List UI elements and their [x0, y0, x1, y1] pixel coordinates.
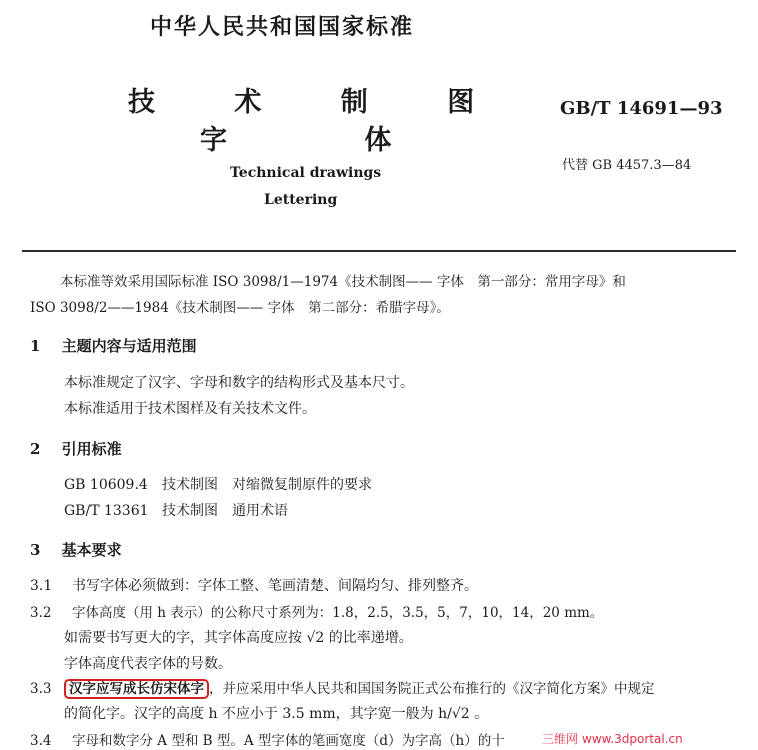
section2-title: 引用标准 — [61, 440, 122, 458]
reference-1-code: GB 10609.4 — [64, 477, 148, 493]
clause-3-2-number: 3.2 — [30, 605, 52, 621]
clause-3-4-number: 3.4 — [30, 733, 52, 749]
section1-para1: 本标准规定了汉字、字母和数字的结构形式及基本尺寸。 — [64, 375, 414, 391]
clause-3-3-text: ，并应采用中华人民共和国国务院正式公布推行的《汉字简化方案》中规定 — [209, 681, 655, 697]
reference-2 — [64, 500, 288, 520]
clause-3-1-text: 书写字体必须做到：字体工整、笔画清楚、间隔均匀、排列整齐。 — [72, 578, 478, 594]
section1-heading — [30, 335, 197, 356]
clause-3-1 — [30, 575, 478, 595]
section3-number: 3 — [30, 541, 41, 559]
highlight-box: 汉字应写成长仿宋体字 — [64, 679, 209, 699]
standard-code: GB/T 14691—93 — [560, 98, 723, 119]
section1-title: 主题内容与适用范围 — [61, 337, 197, 355]
section3-heading — [30, 539, 122, 560]
section2-heading — [30, 438, 122, 459]
clause-3-2-text: 字体高度（用 h 表示）的公称尺寸系列为：1.8，2.5，3.5，5，7，10，14，20 mm。 — [72, 605, 604, 621]
clause-3-3-line2: 的简化字。汉字的高度 h 不应小于 3.5 mm，其字宽一般为 h/√2 。 — [64, 706, 489, 722]
clause-3-4-text: 字母和数字分 A 型和 B 型。A 型字体的笔画宽度（d）为字高（h）的十 — [72, 733, 505, 749]
clause-3-3 — [30, 677, 655, 697]
clause-3-2-line2: 如需要书写更大的字，其字体高度应按 √2 的比率递增。 — [64, 630, 413, 646]
org-title: 中华人民共和国国家标准 — [150, 15, 415, 40]
reference-1 — [64, 474, 372, 494]
header-divider — [22, 250, 736, 252]
clause-3-2 — [30, 601, 603, 621]
clause-3-1-number: 3.1 — [30, 578, 53, 594]
clause-3-2-line3: 字体高度代表字体的号数。 — [64, 656, 232, 672]
reference-2-code: GB/T 13361 — [64, 503, 149, 519]
clause-3-3-number: 3.3 — [30, 681, 52, 697]
section1-number: 1 — [30, 337, 41, 355]
section2-number: 2 — [30, 440, 41, 458]
intro-line2: ISO 3098/2——1984《技术制图—— 字体 第二部分：希腊字母》。 — [30, 300, 450, 316]
section1-para2: 本标准适用于技术图样及有关技术文件。 — [64, 401, 316, 417]
watermark-url: www.3dportal.cn — [582, 732, 683, 746]
replaces-note: 代替 GB 4457.3—84 — [562, 158, 692, 173]
watermark — [540, 730, 685, 747]
section3-title: 基本要求 — [61, 541, 122, 559]
clause-3-4 — [30, 729, 505, 749]
reference-2-title: 技术制图 通用术语 — [162, 503, 288, 519]
intro-line1: 本标准等效采用国际标准 ISO 3098/1—1974《技术制图—— 字体 第一部分：常用字母》和 — [60, 274, 626, 290]
english-title-line2: Lettering — [264, 192, 338, 208]
english-title-line1: Technical drawings — [230, 165, 382, 181]
watermark-cn: 三维网 — [542, 732, 579, 746]
reference-1-title: 技术制图 对缩微复制原件的要求 — [162, 477, 372, 493]
doc-title-line1: 技 术 制 图 — [128, 87, 475, 118]
doc-title-line2: 字 体 — [200, 125, 392, 156]
